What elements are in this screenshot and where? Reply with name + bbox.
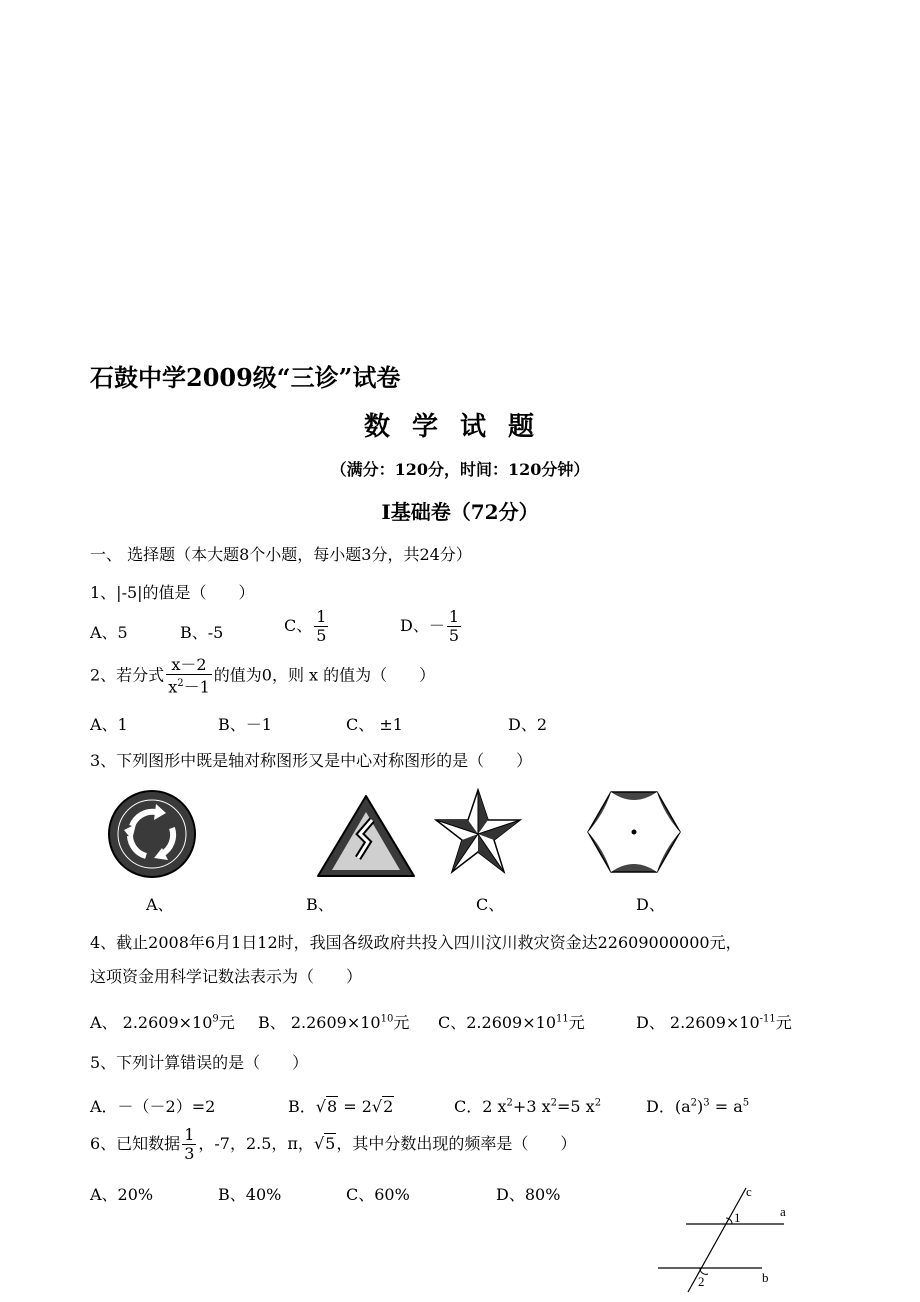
q4-d-unit: 元 (775, 1013, 792, 1032)
q6-option-d: D、80% (496, 1185, 561, 1204)
subject-title: 数学试题 (363, 412, 556, 442)
part1-heading: 一、 选择题（本大题8个小题，每小题3分，共24分） (90, 545, 472, 564)
figure-b-warning-triangle (318, 796, 414, 876)
q5-option-c (454, 1094, 601, 1117)
q3-label-d: D、 (636, 895, 665, 914)
q4-option-d (636, 1010, 792, 1033)
q4-c-exp: 11 (556, 1013, 569, 1025)
q6-mid: ，-7，2.5，π， (198, 1134, 314, 1153)
q1-option-c (284, 608, 330, 645)
label-b: b (762, 1270, 769, 1285)
q1-option-b: B、-5 (180, 623, 224, 642)
q2-den-exp: 2 (177, 678, 184, 689)
q1-d-num: 1 (448, 607, 460, 626)
q1-stem: 1、|-5|的值是（ ） (90, 583, 255, 602)
q5-option-d (646, 1094, 749, 1117)
q3-figures (100, 786, 710, 886)
q3-stem: 3、下列图形中既是轴对称图形又是中心对称图形的是（ ） (90, 751, 533, 770)
q1-d-prefix: D、－ (400, 616, 445, 635)
q2-suffix: 的值为0，则 x 的值为（ ） (213, 665, 436, 685)
q4-c-unit: 元 (568, 1013, 585, 1032)
parallel-lines-figure (650, 1180, 830, 1300)
q5-d-e3: 5 (742, 1097, 750, 1109)
q5-c-mid2: =5 x (557, 1097, 595, 1116)
q5-c-e2: 2 (550, 1097, 557, 1109)
q5-c-e3: 2 (594, 1097, 602, 1109)
q5-d-mid2: = a (709, 1097, 743, 1116)
q2-den (166, 675, 212, 696)
q5-stem: 5、下列计算错误的是（ ） (90, 1053, 309, 1072)
q4-b-unit: 元 (393, 1013, 410, 1032)
q2-option-a: A、1 (90, 715, 128, 734)
q4-a-prefix: A、 2.2609×10 (90, 1013, 213, 1032)
q1-option-d (400, 608, 463, 645)
q2-den-tail: －1 (183, 677, 210, 697)
q5-b-rhs: 2 (383, 1097, 394, 1116)
q1-d-fraction (447, 608, 461, 645)
figure-c-star (436, 790, 520, 872)
q6-suffix: ，其中分数出现的频率是（ ） (336, 1134, 577, 1153)
figure-d-hexagon (588, 792, 680, 872)
exam-title: 石鼓中学2009级“三诊”试卷 (90, 363, 401, 392)
q4-stem-line2: 这项资金用科学记数法表示为（ ） (90, 967, 363, 986)
q2-fraction (166, 656, 212, 696)
q5-option-b: B．√8 = 2√2 (288, 1097, 394, 1116)
q2-option-d: D、2 (508, 715, 548, 734)
q6-option-b: B、40% (218, 1185, 282, 1204)
q5-b-mid: = 2 (338, 1097, 372, 1116)
q6-fraction (182, 1126, 196, 1163)
q1-d-den: 5 (448, 626, 460, 645)
q2-stem (90, 656, 435, 696)
q6-option-c: C、60% (346, 1185, 410, 1204)
q4-d-prefix: D、 2.2609×10 (636, 1013, 760, 1032)
figure-a-roundabout (109, 791, 195, 877)
label-a: a (780, 1204, 786, 1219)
q2-option-c: C、 ±1 (346, 715, 403, 734)
q5-c-prefix: C．2 x (454, 1097, 507, 1116)
q2-option-b: B、－1 (218, 715, 272, 734)
q6-stem: 6、已知数据 $\frac{1}{3}$ ，-7，2.5，π，√5，其中分数出现的频率是（ ） (90, 1125, 577, 1163)
line-c (688, 1188, 746, 1292)
q3-label-c: C、 (476, 895, 505, 914)
label-angle-2: 2 (698, 1274, 705, 1289)
q1-option-a: A、5 (90, 623, 128, 642)
q2-num: x－2 (166, 656, 212, 675)
q5-b-prefix: B． (288, 1097, 316, 1116)
q4-b-exp: 10 (380, 1013, 394, 1025)
q6-sqrt: 5 (325, 1134, 336, 1153)
q5-c-mid: +3 x (512, 1097, 551, 1116)
section-title: Ⅰ基础卷（72分） (381, 500, 539, 524)
q5-d-prefix: D．(a (646, 1097, 691, 1116)
q1-c-prefix: C、 (284, 616, 313, 635)
q1-c-fraction (314, 608, 328, 645)
q5-c-e1: 2 (506, 1097, 513, 1109)
q6-num: 1 (184, 1125, 195, 1144)
label-angle-1: 1 (734, 1210, 741, 1225)
q4-b-prefix: B、 2.2609×10 (258, 1013, 381, 1032)
q3-label-a: A、 (146, 895, 174, 914)
q5-d-e1: 2 (690, 1097, 697, 1109)
label-c: c (746, 1184, 752, 1199)
q2-den-base: x (168, 677, 178, 697)
q5-option-a: A．－（－2）=2 (90, 1097, 216, 1116)
q4-c-prefix: C、2.2609×10 (438, 1013, 556, 1032)
q6-option-a: A、20% (90, 1185, 154, 1204)
q1-c-den: 5 (316, 626, 327, 645)
q4-stem-line1: 4、截止2008年6月1日12时，我国各级政府共投入四川汶川救灾资金达22609000000元， (90, 933, 742, 952)
q6-prefix: 6、已知数据 (90, 1134, 181, 1153)
q4-option-c (438, 1010, 585, 1033)
q5-d-mid: ) (697, 1097, 704, 1116)
score-info: （满分：120分，时间：120分钟） (330, 460, 590, 479)
q4-a-unit: 元 (218, 1013, 235, 1032)
q4-option-a (90, 1010, 235, 1033)
q2-prefix: 2、若分式 (90, 665, 165, 685)
q4-a-exp: 9 (212, 1013, 219, 1025)
q5-b-lhs: 8 (326, 1097, 338, 1116)
q4-d-exp: -11 (759, 1013, 776, 1025)
q6-den: 3 (184, 1144, 195, 1163)
q5-d-e2: 3 (703, 1097, 710, 1109)
q3-label-b: B、 (306, 895, 334, 914)
q1-c-num: 1 (316, 607, 327, 626)
q4-option-b (258, 1010, 409, 1033)
